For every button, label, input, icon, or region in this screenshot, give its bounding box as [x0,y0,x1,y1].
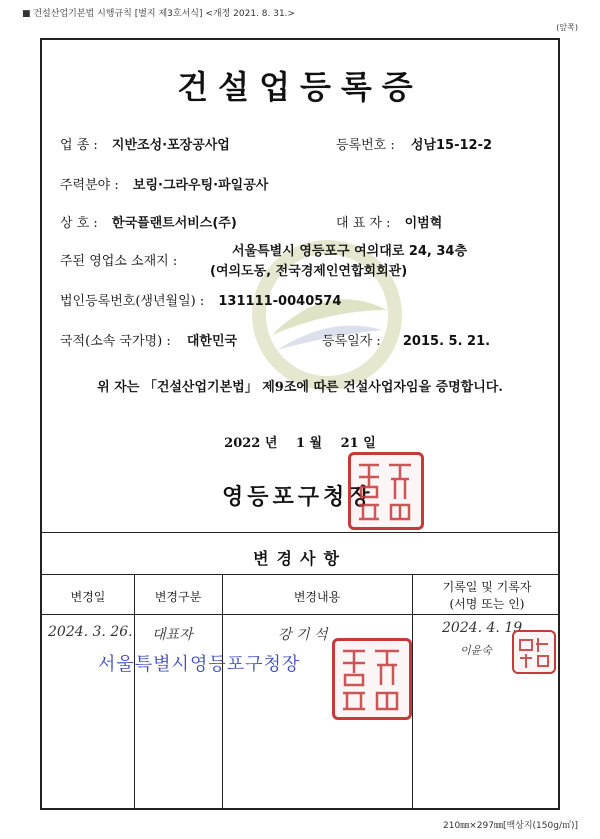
page-side-label: (앞쪽) [556,23,578,32]
business-type-label: 업 종 : [60,138,98,153]
nationality-label: 국적(소속 국가명) : [60,334,171,349]
certificate-title: 건설업등록증 [177,68,423,106]
main-field-label: 주력분야 : [60,178,119,193]
issue-date: 2022 년 1 월 21 일 [224,436,376,451]
issuing-authority: 영등포구청장 [222,484,374,510]
official-seal-icon [348,452,424,530]
corp-no-value: 131111-0040574 [218,294,342,309]
company-row [60,212,237,231]
representative-value: 이범혁 [404,216,443,231]
reg-no-value: 성남15-12-2 [410,138,493,153]
change-official-seal-icon [332,638,412,720]
record-seal-icon [512,630,556,674]
col-header-record: 기록일 및 기록자 (서명 또는 인) [442,580,532,611]
col-header-type: 변경구분 [154,590,202,604]
representative-label: 대 표 자 : [336,216,391,231]
change-content: 강 기 석 [278,627,328,643]
business-type-row [60,134,230,153]
reg-date-label: 등록일자 : [322,334,381,349]
col-header-content: 변경내용 [293,590,341,604]
blue-authority-stamp: 서울특별시영등포구청장 [98,654,301,675]
main-field-value: 보링·그라우팅·파일공사 [132,178,269,193]
address-line2: (여의도동, 전국경제인연합회회관) [210,264,408,279]
business-type-value: 지반조성·포장공사업 [111,138,230,153]
paper-spec-footer: 210㎜×297㎜[백상지(150g/㎡)] [443,821,578,831]
corp-no-label: 법인등록번호(생년월일) : [60,294,205,309]
address-line1: 서울특별시 영등포구 여의대로 24, 34층 [232,244,468,259]
changes-header-bottom [42,614,558,615]
reg-date-row [322,330,490,349]
recorder-signature: 이윤숙 [460,644,492,657]
changes-title: 변경사항 [253,549,347,568]
main-field-row [60,174,268,193]
reg-date-value: 2015. 5. 21. [402,334,491,349]
address-label-row [60,250,177,269]
representative-row [336,212,442,231]
changes-top-border [42,532,558,533]
reg-no-row [336,134,492,153]
nationality-row [60,330,237,349]
corp-no-row [60,290,341,309]
col-header-date: 변경일 [70,590,106,604]
nationality-value: 대한민국 [186,334,238,349]
change-type: 대표자 [152,627,193,643]
reg-no-label: 등록번호 : [336,138,395,153]
certificate-frame [40,38,560,810]
col-divider-1 [134,574,135,810]
address-label: 주된 영업소 소재지 : [60,254,178,269]
company-value: 한국플랜트서비스(주) [111,216,237,231]
change-date: 2024. 3. 26. [48,624,133,640]
changes-header-top [42,574,558,575]
record-date: 2024. 4. 19 [442,620,523,636]
form-header: ■ 건설산업기본법 시행규칙 [별지 제3호서식] <개정 2021. 8. 31.> [22,9,296,19]
certification-statement: 위 자는 「건설산업기본법」 제9조에 따른 건설사업자임을 증명합니다. [97,380,503,395]
company-label: 상 호 : [60,216,98,231]
col-divider-2 [222,574,223,810]
